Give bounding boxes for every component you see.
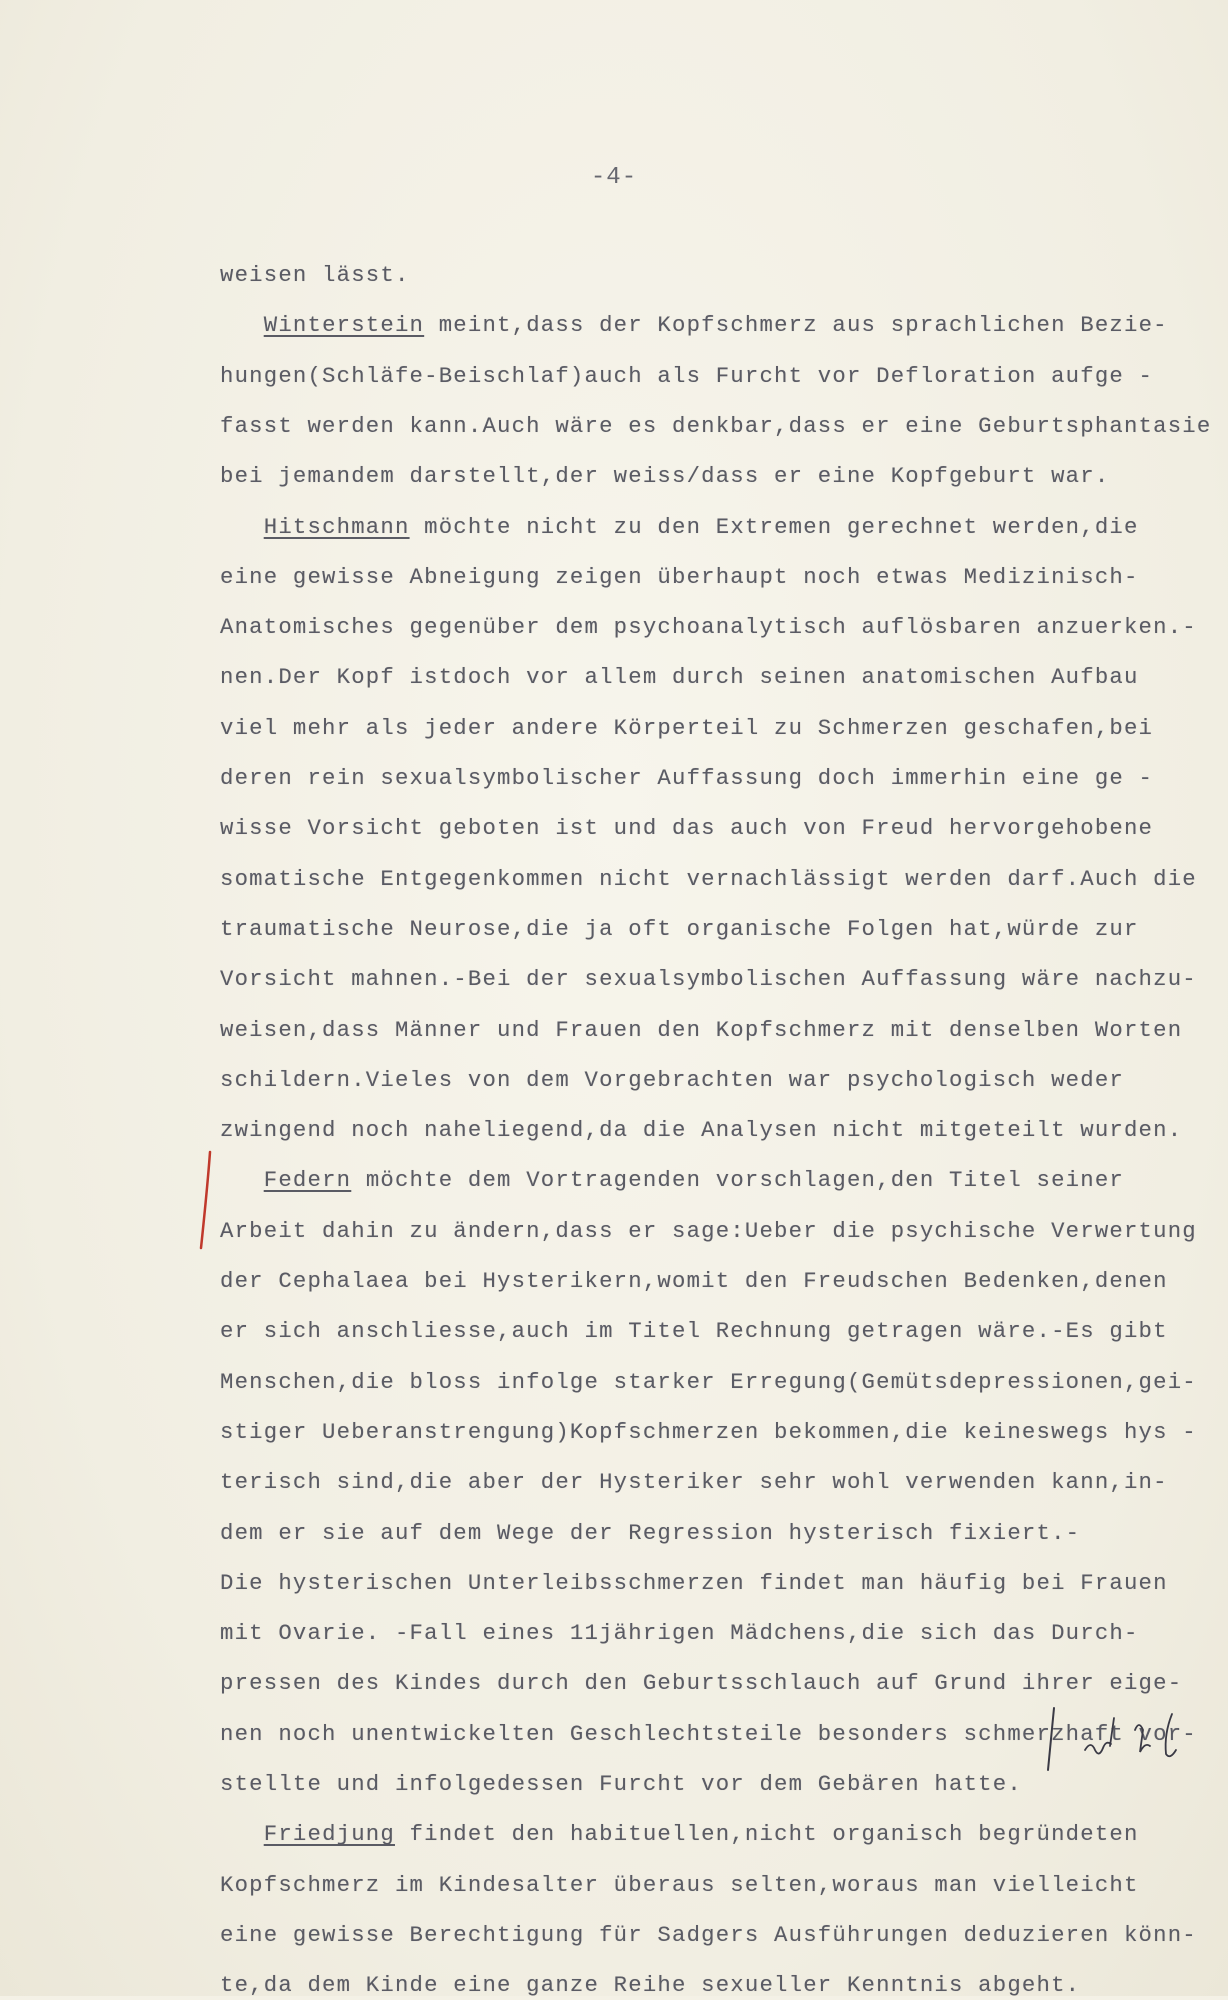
text-line <box>220 964 1197 994</box>
line-text-continued: möchte nicht zu den Extremen gerechnet werden,die <box>409 513 1139 540</box>
text-line <box>220 864 1197 894</box>
text-line <box>220 1467 1168 1497</box>
text-line <box>220 1920 1197 1950</box>
line-text: Vorsicht mahnen.-Bei der sexualsymbolischen Auffassung wäre nachzu- <box>220 966 1197 993</box>
text-line <box>220 612 1197 642</box>
line-text: bei jemandem darstellt,der weiss/dass er eine Kopfgeburt war. <box>220 463 1110 490</box>
line-text: deren rein sexualsymbolischer Auffassung doch immerhin eine ge - <box>220 765 1154 791</box>
text-line <box>220 512 1139 542</box>
text-line <box>220 763 1153 793</box>
line-text: weisen,dass Männer und Frauen den Kopfschmerz mit denselben Worten <box>220 1016 1183 1043</box>
line-text: zwingend noch naheliegend,da die Analysen nicht mitgeteilt wurden. <box>220 1117 1183 1144</box>
line-text: fasst werden kann.Auch wäre es denkbar,dass er eine Geburtsphantasie <box>220 412 1212 439</box>
line-text <box>220 514 264 540</box>
line-text: terisch sind,die aber der Hysteriker sehr wohl verwenden kann,in- <box>220 1469 1168 1496</box>
line-text: mit Ovarie. -Fall eines 11jährigen Mädchens,die sich das Durch- <box>220 1620 1139 1647</box>
line-text: stellte und infolgedessen Furcht vor dem Gebären hatte. <box>220 1771 1022 1797</box>
text-line <box>220 1015 1182 1045</box>
line-text: der Cephalaea bei Hysterikern,womit den Freudschen Bedenken,denen <box>220 1268 1168 1294</box>
line-text: schildern.Vieles von dem Vorgebrachten war psychologisch weder <box>220 1066 1124 1093</box>
line-text: te,da dem Kinde eine ganze Reihe sexueller Kenntnis abgeht. <box>220 1972 1081 1999</box>
line-text: Die hysterischen Unterleibsschmerzen findet man häufig bei Frauen <box>220 1569 1168 1596</box>
line-text-continued: meint,dass der Kopfschmerz aus sprachlichen Bezie- <box>424 312 1168 339</box>
text-line <box>220 1417 1197 1447</box>
text-line <box>220 310 1168 340</box>
text-line <box>220 361 1153 391</box>
speaker-name: Friedjung <box>263 1821 395 1848</box>
speaker-name: Winterstein <box>263 312 425 339</box>
line-text: hungen(Schläfe-Beischlaf)auch als Furcht vor Defloration aufge - <box>220 362 1154 389</box>
text-line <box>220 411 1211 441</box>
line-text: nen noch unentwickelten Geschlechtsteile besonders schmerzhaft vor- <box>220 1720 1197 1747</box>
speaker-name: Federn <box>263 1167 352 1194</box>
text-line <box>220 1819 1139 1849</box>
line-text <box>220 1821 264 1847</box>
text-line <box>220 1769 1022 1799</box>
line-text: weisen lässt. <box>220 262 410 288</box>
text-line <box>220 1668 1182 1698</box>
text-line <box>220 260 410 290</box>
line-text: Anatomisches gegenüber dem psychoanalytisch auflösbaren anzuerken.- <box>220 614 1197 641</box>
text-line <box>220 1216 1197 1246</box>
line-text: Arbeit dahin zu ändern,dass er sage:Ueber die psychische Verwertung <box>220 1217 1197 1244</box>
text-line <box>220 813 1153 843</box>
line-text: eine gewisse Berechtigung für Sadgers Ausführungen deduzieren könn- <box>220 1921 1197 1948</box>
line-text: Kopfschmerz im Kindesalter überaus selten,woraus man vielleicht <box>220 1871 1139 1898</box>
line-text: stiger Ueberanstrengung)Kopfschmerzen bekommen,die keineswegs hys - <box>220 1418 1197 1445</box>
line-text: eine gewisse Abneigung zeigen überhaupt noch etwas Medizinisch- <box>220 563 1139 590</box>
line-text <box>220 1167 264 1193</box>
line-text: traumatische Neurose,die ja oft organische Folgen hat,würde zur <box>220 915 1139 942</box>
text-line <box>220 1165 1124 1195</box>
speaker-name: Hitschmann <box>263 513 410 540</box>
text-line <box>220 461 1109 491</box>
line-text: somatische Entgegenkommen nicht vernachlässigt werden darf.Auch die <box>220 865 1197 892</box>
page-number: -4- <box>590 164 638 191</box>
text-line <box>220 1367 1197 1397</box>
text-line <box>220 1518 1080 1548</box>
line-text: dem er sie auf dem Wege der Regression hysterisch fixiert.- <box>220 1519 1081 1546</box>
line-text: wisse Vorsicht geboten ist und das auch von Freud hervorgehobene <box>220 815 1154 842</box>
line-text: er sich anschliesse,auch im Titel Rechnung getragen wäre.-Es gibt <box>220 1318 1168 1345</box>
text-line <box>220 662 1139 692</box>
text-line <box>220 914 1139 944</box>
text-line <box>220 1065 1124 1095</box>
text-line <box>220 1115 1182 1145</box>
text-line <box>220 1316 1168 1346</box>
line-text: Menschen,die bloss infolge starker Erregung(Gemütsdepressionen,gei- <box>220 1368 1197 1395</box>
line-text-continued: möchte dem Vortragenden vorschlagen,den Titel seiner <box>351 1167 1124 1194</box>
line-text <box>220 312 264 338</box>
line-text-continued: findet den habituellen,nicht organisch begründeten <box>394 1821 1139 1848</box>
handwritten-annotation <box>1040 1700 1190 1780</box>
line-text: viel mehr als jeder andere Körperteil zu Schmerzen geschafen,bei <box>220 714 1154 741</box>
text-line <box>220 1266 1168 1296</box>
text-line <box>220 713 1153 743</box>
line-text: pressen des Kindes durch den Geburtsschlauch auf Grund ihrer eige- <box>220 1670 1183 1697</box>
line-text: nen.Der Kopf istdoch vor allem durch seinen anatomischen Aufbau <box>220 664 1139 691</box>
text-line <box>220 1618 1139 1648</box>
text-line <box>220 1568 1168 1598</box>
text-line <box>220 1870 1139 1900</box>
text-line <box>220 562 1139 592</box>
red-margin-mark <box>196 1150 216 1250</box>
